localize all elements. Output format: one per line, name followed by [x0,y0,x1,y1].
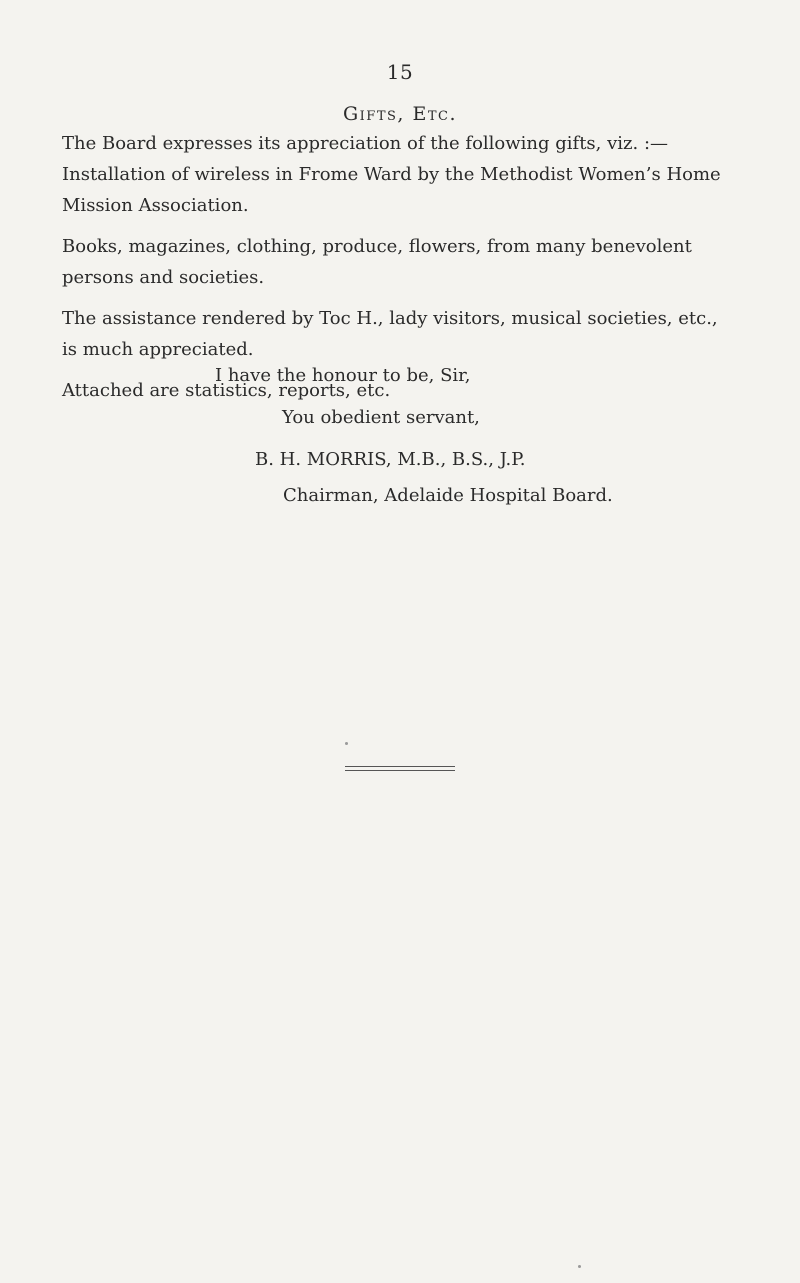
closing-salutation: I have the honour to be, Sir, [215,365,471,386]
paragraph-attached: Attached are statistics, reports, etc. [62,380,391,401]
paragraph-intro: The Board expresses its appreciation of the following gifts, viz. :— [62,133,669,154]
end-rule-bottom [345,770,455,771]
page-number: 15 [386,60,414,84]
paragraph-assistance: The assistance rendered by Toc H., lady visitors, musical societies, etc., is much appreciated. [62,308,718,360]
section-heading: Gifts, Etc. [342,103,457,125]
closing-valediction: You obedient servant, [282,407,480,428]
paper-speck [578,1265,581,1268]
signatory-name: B. H. MORRIS, M.B., B.S., J.P. [255,449,526,470]
end-rule-top [345,766,455,767]
paragraph-wireless: Installation of wireless in Frome Ward by the Methodist Women’s Home Mission Association. [62,164,721,216]
signatory-title: Chairman, Adelaide Hospital Board. [283,485,613,506]
paragraph-books: Books, magazines, clothing, produce, flowers, from many benevolent persons and societies. [62,236,692,288]
paper-speck [345,742,348,745]
